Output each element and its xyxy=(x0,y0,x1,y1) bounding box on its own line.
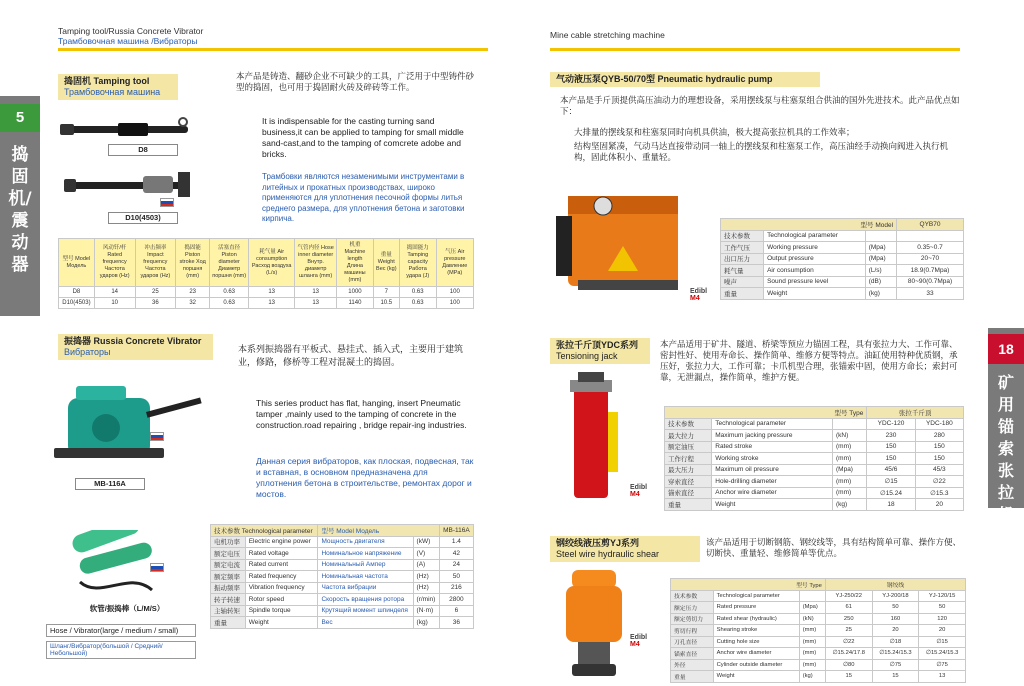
cell: 穿索直径 xyxy=(665,476,712,488)
cell: 23 xyxy=(176,287,210,298)
jack-title-cn: 张拉千斤顶YDC系列 xyxy=(556,340,639,350)
cell: 50 xyxy=(439,571,473,583)
vibrator-title-en: Russia Concrete Vibrator xyxy=(93,336,202,346)
table-row xyxy=(211,605,474,617)
cell: Sound pressure level xyxy=(764,276,866,288)
pump-desc: 本产品是手斤顶提供高压油动力的理想设备，采用摆线泵与柱塞泵组合供油的国外先进技术。此产品优点如下： xyxy=(560,96,960,117)
table-row xyxy=(59,287,474,298)
cell: Rated current xyxy=(245,559,318,571)
table-row xyxy=(721,253,964,265)
cell: 61 xyxy=(825,602,872,614)
th-impact-frequency: 冲击频率 Impact frequency Частота ударов (Hz) xyxy=(135,239,176,287)
table-row xyxy=(665,453,964,465)
cell: 160 xyxy=(872,613,919,625)
cell: YJ-250/22 xyxy=(825,590,872,602)
cell: 50 xyxy=(919,602,966,614)
vibrator-spec-table xyxy=(210,524,474,629)
cell: 50 xyxy=(872,602,919,614)
cell: Maximum jacking pressure xyxy=(712,430,833,442)
cell: Technological parameter xyxy=(764,230,866,242)
pump-spec-table xyxy=(720,218,964,300)
cell: 重量 xyxy=(665,499,712,511)
cell: 额定电压 xyxy=(211,548,246,560)
cell: 型号 Model Модель xyxy=(318,525,439,537)
cell: 1.4 xyxy=(439,536,473,548)
cell: (V) xyxy=(413,548,439,560)
th-weight: 重量 Weight Вес (kg) xyxy=(373,239,399,287)
shear-image xyxy=(556,566,636,682)
cell: 0.63 xyxy=(210,287,249,298)
cell: 10 xyxy=(94,298,135,309)
cell: Weight xyxy=(245,617,318,629)
cell: 主轴转矩 xyxy=(211,605,246,617)
cell: ∅15.3 xyxy=(915,487,963,499)
cell: 36 xyxy=(135,298,176,309)
cell: 转子转速 xyxy=(211,594,246,606)
cell: (kg) xyxy=(799,671,825,683)
cell: 150 xyxy=(915,453,963,465)
table-row xyxy=(671,636,966,648)
cell: (Hz) xyxy=(413,582,439,594)
cell: 技术参数 xyxy=(671,590,714,602)
table-row xyxy=(671,613,966,625)
cell: 42 xyxy=(439,548,473,560)
cell: Rated pressure xyxy=(713,602,799,614)
tamping-title-cn: 捣固机 xyxy=(64,76,92,86)
cell: 1140 xyxy=(337,298,373,309)
chapter-number-right: 18 xyxy=(988,334,1024,364)
cell: 36 xyxy=(439,617,473,629)
table-row xyxy=(671,625,966,637)
cell: 20 xyxy=(872,625,919,637)
hose-label-ru: Шланг/Вибратор(большой / Средний/Небольшой) xyxy=(46,641,196,659)
cell: 外径 xyxy=(671,659,714,671)
cell: (kg) xyxy=(833,499,867,511)
table-row xyxy=(721,242,964,254)
cell: ∅15 xyxy=(919,636,966,648)
table-row xyxy=(671,648,966,660)
cell: 13 xyxy=(919,671,966,683)
table-row xyxy=(721,276,964,288)
cell: Rated voltage xyxy=(245,548,318,560)
cell: 技术参数 xyxy=(721,230,764,242)
table-row xyxy=(211,525,474,537)
shear-title-cn: 钢绞线液压剪YJ系列 xyxy=(556,538,640,548)
cell: 0.63 xyxy=(399,287,436,298)
table-row xyxy=(671,579,966,591)
cell: 振动频率 xyxy=(211,582,246,594)
cell: 14 xyxy=(94,287,135,298)
cell: 钢绞线 xyxy=(825,579,965,591)
edibl-logo xyxy=(630,634,647,648)
cell: 216 xyxy=(439,582,473,594)
cell: 13 xyxy=(295,298,337,309)
cell: 重量 xyxy=(671,671,714,683)
table-row xyxy=(211,559,474,571)
cell: 型号 Type xyxy=(665,407,867,419)
table-row xyxy=(721,265,964,277)
cell: 技术参数 xyxy=(665,418,712,430)
cell: 出口压力 xyxy=(721,253,764,265)
cell: (Mpa) xyxy=(833,464,867,476)
left-chapter-tab xyxy=(0,96,40,316)
cell: 100 xyxy=(436,287,473,298)
cell: 7 xyxy=(373,287,399,298)
table-row xyxy=(721,230,964,242)
shear-title xyxy=(550,536,700,562)
th-hose-diameter: 气管内径 Hose inner diameter Внутр. диаметр шланга (mm) xyxy=(295,239,337,287)
cell: 250 xyxy=(825,613,872,625)
table-row xyxy=(665,430,964,442)
cell: (kg) xyxy=(865,288,896,300)
cell: Technological parameter xyxy=(712,418,833,430)
cell: Output pressure xyxy=(764,253,866,265)
cell: 噪声 xyxy=(721,276,764,288)
cell: Cylinder outside diameter xyxy=(713,659,799,671)
table-row xyxy=(211,571,474,583)
cell: (mm) xyxy=(799,648,825,660)
cell: Weight xyxy=(713,671,799,683)
cell: Weight xyxy=(764,288,866,300)
cell: Частота вибрации xyxy=(318,582,413,594)
table-row xyxy=(211,536,474,548)
m4-text: M4 xyxy=(690,295,700,302)
cell: (kg) xyxy=(413,617,439,629)
tamping-tools-image xyxy=(58,112,208,222)
table-row xyxy=(721,219,964,231)
cell: Spindle torque xyxy=(245,605,318,617)
russia-flag-icon xyxy=(160,198,174,207)
th-model: 型号 Model Модель xyxy=(59,239,95,287)
header-left-en: Tamping tool/Russia Concrete Vibrator xyxy=(58,26,204,36)
cell: YJ-200/18 xyxy=(872,590,919,602)
th-air-pressure: 气压 Air pressure Давление (MPa) xyxy=(436,239,473,287)
cell: Скорость вращения ротора xyxy=(318,594,413,606)
cell: Weight xyxy=(712,499,833,511)
chapter-title-right: 矿用锚索张拉机具 xyxy=(997,373,1014,546)
shear-spec-table xyxy=(670,578,966,683)
cell: 150 xyxy=(867,453,915,465)
cell: ∅15.24/15.3 xyxy=(919,648,966,660)
vibrator-desc-ru: Данная серия вибраторов, как плоская, подвесная, так и вставная, в основном предназначена для уплотнения бетона в строительстве, ремонтах дорог и мостов. xyxy=(256,456,474,499)
cell: YJ-120/15 xyxy=(919,590,966,602)
cell: 100 xyxy=(436,298,473,309)
tamping-spec-table xyxy=(58,238,474,309)
cell: 额定压力 xyxy=(671,602,714,614)
table-row xyxy=(665,499,964,511)
m4-text: M4 xyxy=(630,641,640,648)
table-row xyxy=(665,476,964,488)
cell: 24 xyxy=(439,559,473,571)
cell: Shearing stroke xyxy=(713,625,799,637)
tamping-desc-cn: 本产品是铸造、翻砂企业不可缺少的工具，广泛用于中型铸件砂型的捣固，也可用于捣固耐火砖及碎砖等工作。 xyxy=(236,72,475,93)
pump-title: 气动液压泵QYB-50/70型 Pneumatic hydraulic pump xyxy=(550,72,820,87)
vibrator-title-cn: 振捣器 xyxy=(64,336,92,346)
cell: MB-116A xyxy=(439,525,473,537)
russia-flag-icon xyxy=(150,432,164,441)
tamping-title-en: Tamping tool xyxy=(93,76,150,86)
cell: (mm) xyxy=(833,453,867,465)
cell: ∅18 xyxy=(872,636,919,648)
cell: Anchor wire diameter xyxy=(712,487,833,499)
cell: Technological parameter xyxy=(713,590,799,602)
cell: 电机功率 xyxy=(211,536,246,548)
cell: Working pressure xyxy=(764,242,866,254)
cell: 80~90(0.7Mpa) xyxy=(897,276,964,288)
table-row xyxy=(671,671,966,683)
cell: Maximum oil pressure xyxy=(712,464,833,476)
cell: Air consumption xyxy=(764,265,866,277)
table-row xyxy=(671,659,966,671)
cell: ∅75 xyxy=(872,659,919,671)
cell: 13 xyxy=(249,298,295,309)
cell: 18 xyxy=(867,499,915,511)
cell: Крутящий момент шпинделя xyxy=(318,605,413,617)
cell: 150 xyxy=(915,441,963,453)
cell: (Mpa) xyxy=(865,242,896,254)
cell: (mm) xyxy=(799,625,825,637)
cell: D8 xyxy=(59,287,95,298)
cell: 最大拉力 xyxy=(665,430,712,442)
table-row xyxy=(665,407,964,419)
cell: 15 xyxy=(825,671,872,683)
shear-title-en: Steel wire hydraulic shear xyxy=(556,549,660,559)
th-piston-stroke: 捣固能 Piston stroke Ход поршня (mm) xyxy=(176,239,210,287)
cell: ∅15.24/15.3 xyxy=(872,648,919,660)
cell: 锚索直径 xyxy=(671,648,714,660)
table-row xyxy=(721,288,964,300)
tamping-desc-ru: Трамбовки являются незаменимыми инструментами в литейных и прокатных производствах, широко применяются для уплотнения песочной формы литья среднего размера, для уплотнения бетона и заготовки кирпича. xyxy=(262,172,465,223)
cell: ∅15.24 xyxy=(867,487,915,499)
vibrator-title xyxy=(58,334,213,360)
header-rule-left xyxy=(58,48,488,51)
table-row xyxy=(59,298,474,309)
table-row xyxy=(671,602,966,614)
shear-desc: 该产品适用于切断钢筋、钢绞线等，具有结构简单可靠、操作方便、切断快、重量轻、维修简单等优点。 xyxy=(706,538,962,559)
cell: 型号 Type xyxy=(671,579,826,591)
cell: 0.35~0.7 xyxy=(897,242,964,254)
cell: 型号 Model xyxy=(721,219,897,231)
cell: 耗气量 xyxy=(721,265,764,277)
cell: 剪切行程 xyxy=(671,625,714,637)
vibrator-desc-cn: 本系列振捣器有平板式、悬挂式、插入式，主要用于建筑业，修路，修桥等工程对混凝土的捣固。 xyxy=(238,345,464,368)
table-row xyxy=(665,418,964,430)
cell: 额定频率 xyxy=(211,571,246,583)
edibl-text: Edibl xyxy=(690,288,708,295)
table-row xyxy=(665,464,964,476)
cell: YDC-120 xyxy=(867,418,915,430)
cell: (mm) xyxy=(833,487,867,499)
cell: (dB) xyxy=(865,276,896,288)
cell: Мощность двигателя xyxy=(318,536,413,548)
hose-label-en: Hose / Vibrator(large / medium / small) xyxy=(46,624,196,637)
cell: 18.9(0.7Mpa) xyxy=(897,265,964,277)
edibl-logo xyxy=(690,288,707,302)
header-left-ru: Трамбовочная машина /Вибраторы xyxy=(58,36,198,46)
tamping-title-ru: Трамбовочная машина xyxy=(64,87,161,97)
cell: (N·m) xyxy=(413,605,439,617)
jack-desc: 本产品适用于矿井、隧道、桥梁等预应力锚固工程，具有张拉力大、工作可靠、密封性好、使用寿命长、操作简单、维修方便等特点。油缸使用特种优质钢，承压好，张拉力大，工作可靠；卡爪机型合理，张锚索中固，使用方命长；索封可靠，无泄漏点，操作简单，维护方便。 xyxy=(660,340,958,383)
table-row xyxy=(211,548,474,560)
pump-bullet-2: 结构坚固紧凑，气动马达直接带动同一轴上的摆线泵和柱塞泵工作，高压油经手动换向阀进入执行机构，固此体积小、重量轻。 xyxy=(574,142,949,163)
cell: 工作气压 xyxy=(721,242,764,254)
th-machine-length: 机重 Machine length Длина машины (mm) xyxy=(337,239,373,287)
cell: 20 xyxy=(915,499,963,511)
cell: 150 xyxy=(867,441,915,453)
m4-text: M4 xyxy=(630,491,640,498)
table-row xyxy=(665,441,964,453)
cell: 1000 xyxy=(337,287,373,298)
cell: ∅75 xyxy=(919,659,966,671)
cell: Electric engine power xyxy=(245,536,318,548)
jack-spec-table xyxy=(664,406,964,511)
cell: 25 xyxy=(135,287,176,298)
th-air-consumption: 耗气量 Air consumption Расход воздуха (L/s) xyxy=(249,239,295,287)
cell: (mm) xyxy=(799,636,825,648)
cell: Номинальный Ампер xyxy=(318,559,413,571)
cell: 45/3 xyxy=(915,464,963,476)
cell: Rated stroke xyxy=(712,441,833,453)
cell: (kN) xyxy=(799,613,825,625)
cell: 20~70 xyxy=(897,253,964,265)
cell: 10.5 xyxy=(373,298,399,309)
vibrator-model-label: MB-116A xyxy=(75,478,145,490)
right-chapter-tab xyxy=(988,328,1024,546)
cell: 工作行程 xyxy=(665,453,712,465)
cell: (kW) xyxy=(413,536,439,548)
chapter-title: 捣固机/震动器 xyxy=(8,145,32,275)
cell: 最大压力 xyxy=(665,464,712,476)
table-row xyxy=(211,617,474,629)
jack-title-en: Tensioning jack xyxy=(556,351,618,361)
vibrator-desc-en: This series product has flat, hanging, insert Pneumatic tamper ,mainly used to the tamping of concrete in the construction.road repairing , bridge repair-ing industries. xyxy=(256,398,467,430)
vibrator-image xyxy=(46,372,206,484)
table-row xyxy=(211,594,474,606)
cell: 重量 xyxy=(211,617,246,629)
tamping-title xyxy=(58,74,178,100)
cell: 额定电流 xyxy=(211,559,246,571)
cell: Working stroke xyxy=(712,453,833,465)
cell xyxy=(865,230,896,242)
cell: Vibration frequency xyxy=(245,582,318,594)
table-row xyxy=(671,590,966,602)
cell: 45/6 xyxy=(867,464,915,476)
cell: ∅22 xyxy=(915,476,963,488)
cell: Rated shear (hydraulic) xyxy=(713,613,799,625)
cell: (r/min) xyxy=(413,594,439,606)
cell: 额定剪切力 xyxy=(671,613,714,625)
cell: Rated frequency xyxy=(245,571,318,583)
chapter-number: 5 xyxy=(0,104,40,132)
cell: ∅22 xyxy=(825,636,872,648)
jack-image xyxy=(560,372,640,512)
header-right-en: Mine cable stretching machine xyxy=(550,30,665,40)
cell: 刀孔直径 xyxy=(671,636,714,648)
cell: D10(4503) xyxy=(59,298,95,309)
edibl-text: Edibl xyxy=(630,484,648,491)
cell: ∅80 xyxy=(825,659,872,671)
cell: (A) xyxy=(413,559,439,571)
th-piston-diameter: 活塞直径 Piston diameter Диаметр поршня (mm) xyxy=(210,239,249,287)
cell: 锚索直径 xyxy=(665,487,712,499)
jack-title xyxy=(550,338,650,364)
cell: ∅15 xyxy=(867,476,915,488)
hose-label-cn: 软管/振捣棒（L/M/S） xyxy=(72,604,182,614)
cell: 张拉千斤顶 xyxy=(867,407,964,419)
cell: 230 xyxy=(867,430,915,442)
cell: 13 xyxy=(249,287,295,298)
cell: 额定油压 xyxy=(665,441,712,453)
pump-image xyxy=(548,176,698,306)
cell: Cutting hole size xyxy=(713,636,799,648)
cell: Rotor speed xyxy=(245,594,318,606)
cell: (Hz) xyxy=(413,571,439,583)
edibl-logo xyxy=(630,484,647,498)
th-rated-frequency: 风动钎/杆 Rated frequency Частота ударов (Hz) xyxy=(94,239,135,287)
russia-flag-icon xyxy=(150,563,164,572)
table-row xyxy=(211,582,474,594)
edibl-text: Edibl xyxy=(630,634,648,641)
cell: 0.63 xyxy=(399,298,436,309)
cell: 2800 xyxy=(439,594,473,606)
tamping-d10-label: D10(4503) xyxy=(108,212,178,224)
cell: (Mpa) xyxy=(799,602,825,614)
cell: 技术参数 Technological parameter xyxy=(211,525,318,537)
th-tamping-capacity: 捣固能力 Tamping capacity Работа удара (J) xyxy=(399,239,436,287)
cell: 33 xyxy=(897,288,964,300)
cell: 280 xyxy=(915,430,963,442)
cell: Anchor wire diameter xyxy=(713,648,799,660)
cell: Hole-drilling diameter xyxy=(712,476,833,488)
cell: 15 xyxy=(872,671,919,683)
vibrator-title-ru: Вибраторы xyxy=(64,347,111,357)
cell: 6 xyxy=(439,605,473,617)
cell: Номинальное напряжение xyxy=(318,548,413,560)
tamping-d8-label: D8 xyxy=(108,144,178,156)
cell: (kN) xyxy=(833,430,867,442)
cell: 0.63 xyxy=(210,298,249,309)
cell: 重量 xyxy=(721,288,764,300)
table-row xyxy=(665,487,964,499)
cell: YDC-180 xyxy=(915,418,963,430)
pump-bullet-1: 大排量的摆线泵和柱塞泵同时向机具供油，极大提高张拉机具的工作效率； xyxy=(574,128,855,138)
header-rule-right xyxy=(550,48,960,51)
cell: (mm) xyxy=(799,659,825,671)
cell: Номинальная частота xyxy=(318,571,413,583)
cell: QYB70 xyxy=(897,219,964,231)
cell: (mm) xyxy=(833,476,867,488)
cell: ∅15.24/17.8 xyxy=(825,648,872,660)
cell: 120 xyxy=(919,613,966,625)
cell: 32 xyxy=(176,298,210,309)
tamping-desc-en: It is indispensable for the casting turning sand business,it can be applied to tamping for small middle sand-cast,and to the tamping of comcrete adobe and bricks. xyxy=(262,116,464,159)
cell: (Mpa) xyxy=(865,253,896,265)
cell xyxy=(897,230,964,242)
cell: 13 xyxy=(295,287,337,298)
cell: 20 xyxy=(919,625,966,637)
tamping-table-header xyxy=(59,239,474,287)
cell: (L/s) xyxy=(865,265,896,277)
cell: 25 xyxy=(825,625,872,637)
cell: (mm) xyxy=(833,441,867,453)
cell: Вес xyxy=(318,617,413,629)
